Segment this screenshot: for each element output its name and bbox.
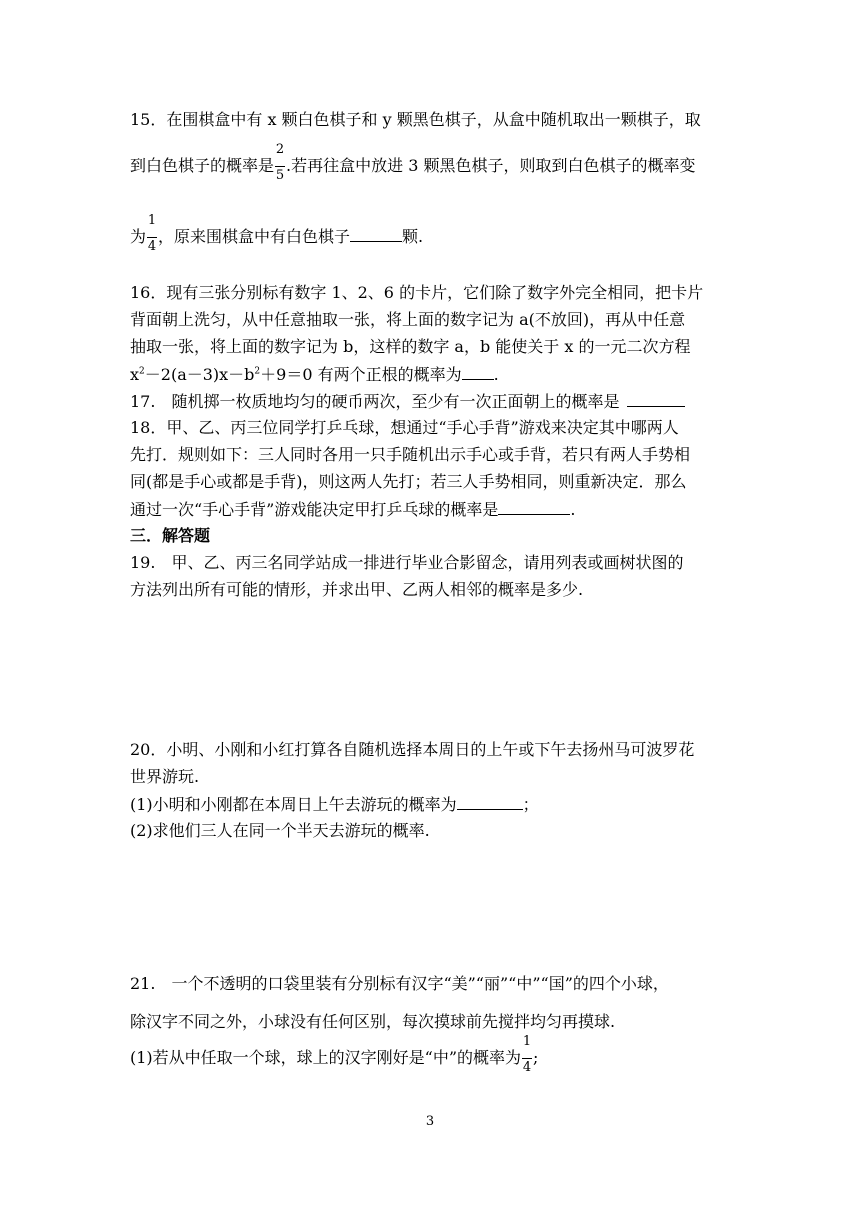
q16-equation-x: x <box>130 365 140 384</box>
fraction-bar <box>147 237 157 238</box>
fraction-numerator: 2 <box>275 141 285 157</box>
q16-line4 <box>130 364 499 385</box>
q18-line3: 同(都是手心或都是手背)，则这两人先打；若三人手势相同，则重新决定．那么 <box>130 472 687 491</box>
q18-line4 <box>130 499 575 520</box>
q19-line1: 19. 甲、乙、丙三名同学站成一排进行毕业合影留念，请用列表或画树状图的 <box>130 553 684 572</box>
q18-period: . <box>570 500 576 519</box>
q20-line3 <box>130 794 539 815</box>
q18-line1: 18．甲、乙、丙三位同学打乒乓球，想通过“手心手背”游戏来决定其中哪两人 <box>130 418 679 437</box>
q16-line1: 16．现有三张分别标有数字 1、2、6 的卡片，它们除了数字外完全相同，把卡片 <box>130 283 704 302</box>
q16-line2: 背面朝上洗匀，从中任意抽取一张，将上面的数字记为 a(不放回)，再从中任意 <box>130 310 686 329</box>
fraction-numerator: 1 <box>147 212 157 228</box>
q16-exponent: 2 <box>139 366 145 377</box>
q21-line1: 21. 一个不透明的口袋里装有分别标有汉字“美”“丽”“中”“国”的四个小球， <box>130 974 669 993</box>
q21-line2: 除汉字不同之外，小球没有任何区别，每次摸球前先搅拌均匀再摸球. <box>130 1012 616 1031</box>
q18-answer-blank[interactable] <box>498 499 570 515</box>
q15-fraction-1-4 <box>147 212 157 254</box>
q21-fraction-1-4 <box>522 1033 532 1075</box>
q15-line3 <box>130 212 424 254</box>
q20-answer-blank[interactable] <box>457 794 523 810</box>
q15-line3-text-b: ，原来围棋盒中有白色棋子 <box>158 227 351 246</box>
q21-semicolon: ; <box>533 1048 539 1067</box>
q15-line2 <box>130 141 696 183</box>
page-number: 3 <box>425 1114 435 1129</box>
q20-semicolon: ； <box>522 795 539 814</box>
q16-equation-mid: －2(a－3)x－b <box>144 365 255 384</box>
fraction-denominator: 4 <box>147 238 157 254</box>
section-heading: 三．解答题 <box>130 526 211 545</box>
q21-part1-text: (1)若从中任取一个球，球上的汉字刚好是“中”的概率为 <box>130 1048 522 1067</box>
q20-part1-text: (1)小明和小刚都在本周日上午去游玩的概率为 <box>130 795 457 814</box>
q17-line1 <box>130 391 685 412</box>
q15-line1: 15．在围棋盒中有 x 颗白色棋子和 y 颗黑色棋子，从盒中随机取出一颗棋子，取 <box>130 110 701 129</box>
q16-exponent: 2 <box>254 366 261 377</box>
q21-line3 <box>130 1033 539 1075</box>
q18-line2: 先打．规则如下：三人同时各用一只手随机出示手心或手背，若只有两人手势相 <box>130 445 691 464</box>
q20-line2: 世界游玩. <box>130 767 200 786</box>
fraction-numerator: 1 <box>522 1033 532 1049</box>
q15-line3-text-a: 为 <box>130 227 147 246</box>
q16-answer-blank[interactable] <box>462 364 494 380</box>
q20-line1: 20．小明、小刚和小红打算各自随机选择本周日的上午或下午去扬州马可波罗花 <box>130 740 695 759</box>
fraction-denominator: 5 <box>275 167 285 183</box>
q16-line3: 抽取一张，将上面的数字记为 b，这样的数字 a，b 能使关于 x 的一元二次方程 <box>130 337 691 356</box>
fraction-bar <box>522 1058 532 1059</box>
q15-fraction-2-5 <box>275 141 285 183</box>
fraction-denominator: 4 <box>522 1059 532 1075</box>
q16-equation-end: ＋9＝0 有两个正根的概率为 <box>260 365 462 384</box>
q19-line2: 方法列出所有可能的情形，并求出甲、乙两人相邻的概率是多少. <box>130 580 584 599</box>
q16-period: . <box>493 365 499 384</box>
q17-text: 17. 随机掷一枚质地均匀的硬币两次，至少有一次正面朝上的概率是 <box>130 392 620 411</box>
q20-line4: (2)求他们三人在同一个半天去游玩的概率. <box>130 821 430 840</box>
fraction-bar <box>275 166 285 167</box>
q18-text: 通过一次“手心手背”游戏能决定甲打乒乓球的概率是 <box>130 500 499 519</box>
q15-line2-text-b: .若再往盒中放进 3 颗黑色棋子，则取到白色棋子的概率变 <box>286 156 696 175</box>
q15-line2-text-a: 到白色棋子的概率是 <box>130 156 275 175</box>
q15-answer-blank[interactable] <box>350 226 402 242</box>
q15-line3-text-c: 颗. <box>402 227 424 246</box>
q17-answer-blank[interactable] <box>627 391 685 407</box>
